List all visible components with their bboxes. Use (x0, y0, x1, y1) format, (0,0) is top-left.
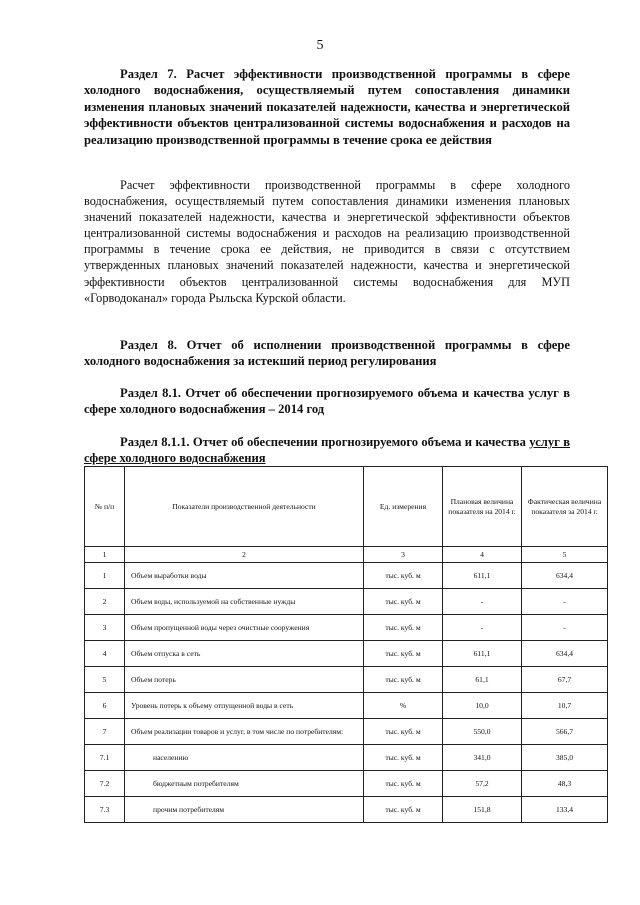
column-number-row (85, 547, 608, 563)
row-unit: тыс. куб. м (364, 745, 443, 771)
table-row (85, 693, 608, 719)
row-unit: тыс. куб. м (364, 719, 443, 745)
row-num: 1 (85, 563, 125, 589)
header-num: № п/п (85, 467, 125, 547)
table-row (85, 667, 608, 693)
row-name: населению (125, 745, 364, 771)
row-fact: - (522, 589, 608, 615)
row-plan: 61,1 (443, 667, 522, 693)
column-number: 4 (443, 547, 522, 563)
row-fact: 48,3 (522, 771, 608, 797)
header-fact: Фактическая величина показателя за 2014 г. (522, 467, 608, 547)
row-num: 7 (85, 719, 125, 745)
table-row (85, 589, 608, 615)
report-table (84, 466, 608, 823)
row-unit: тыс. куб. м (364, 563, 443, 589)
row-unit: тыс. куб. м (364, 615, 443, 641)
section-8-1-1-heading (84, 434, 570, 467)
row-fact: 634,4 (522, 641, 608, 667)
table-row (85, 641, 608, 667)
row-name: прочим потребителям (125, 797, 364, 823)
row-name: Объем реализации товаров и услуг, в том числе по потребителям: (125, 719, 364, 745)
row-unit: тыс. куб. м (364, 667, 443, 693)
column-number: 3 (364, 547, 443, 563)
row-name: Уровень потерь к объему отпущенной воды в сеть (125, 693, 364, 719)
row-fact: 67,7 (522, 667, 608, 693)
row-unit: тыс. куб. м (364, 771, 443, 797)
row-num: 3 (85, 615, 125, 641)
row-num: 6 (85, 693, 125, 719)
row-plan: - (443, 615, 522, 641)
row-plan: 611,1 (443, 641, 522, 667)
section-8-1-heading: Раздел 8.1. Отчет об обеспечении прогнозируемого объема и качества услуг в сфере холодного водоснабжения – 2014 год (84, 386, 570, 417)
row-fact: 10,7 (522, 693, 608, 719)
row-num: 5 (85, 667, 125, 693)
table-row (85, 745, 608, 771)
row-name: Объем выработки воды (125, 563, 364, 589)
table-row (85, 615, 608, 641)
row-num: 7.2 (85, 771, 125, 797)
row-fact: - (522, 615, 608, 641)
row-plan: 611,1 (443, 563, 522, 589)
row-plan: - (443, 589, 522, 615)
row-plan: 10,0 (443, 693, 522, 719)
row-name: Объем отпуска в сеть (125, 641, 364, 667)
section-8-1-1-heading-underlined: услуг в сфере холодного водоснабжения (84, 435, 571, 466)
row-unit: тыс. куб. м (364, 797, 443, 823)
section-7-paragraph: Расчет эффективности производственной программы в сфере холодного водоснабжения, осуществляемый путем сопоставления динамики изменения плановых значений показателей надежности, качества и энергетической эффективности объектов централизованной системы водоснабжения и расходов на реализацию производственной программы в течение срока ее действия, не приводится в связи с отсутствием утвержденных плановых значений показателей надежности, качества и энергетической эффективности объектов централизованной системы водоснабжения для МУП «Горводоканал» города Рыльска Курской области. (84, 178, 570, 305)
page-number: 5 (316, 38, 324, 53)
row-plan: 341,0 (443, 745, 522, 771)
table-row (85, 797, 608, 823)
row-num: 7.3 (85, 797, 125, 823)
row-unit: % (364, 693, 443, 719)
row-unit: тыс. куб. м (364, 589, 443, 615)
row-plan: 151,8 (443, 797, 522, 823)
table-header-row (85, 467, 608, 547)
header-plan: Плановая величина показателя на 2014 г. (443, 467, 522, 547)
row-fact: 566,7 (522, 719, 608, 745)
row-name: Объем воды, используемой на собственные нужды (125, 589, 364, 615)
row-fact: 634,4 (522, 563, 608, 589)
row-num: 7.1 (85, 745, 125, 771)
row-plan: 550,0 (443, 719, 522, 745)
row-num: 2 (85, 589, 125, 615)
row-name: Объем пропущенной воды через очистные сооружения (125, 615, 364, 641)
row-fact: 385,0 (522, 745, 608, 771)
header-indicator: Показатели производственной деятельности (125, 467, 364, 547)
row-name: бюджетным потребителям (125, 771, 364, 797)
table-row (85, 771, 608, 797)
column-number: 1 (85, 547, 125, 563)
section-8-heading: Раздел 8. Отчет об исполнении производственной программы в сфере холодного водоснабжения за истекший период регулирования (84, 338, 570, 369)
row-num: 4 (85, 641, 125, 667)
section-8-1-1-heading-prefix: Раздел 8.1.1. Отчет об обеспечении прогнозируемого объема и качества (120, 435, 526, 449)
section-7-heading: Раздел 7. Расчет эффективности производственной программы в сфере холодного водоснабжения, осуществляемый путем сопоставления динамики изменения плановых значений показателей надежности, качества и энергетической эффективности объектов централизованной системы водоснабжения и расходов на реализацию производственной программы в течение срока ее действия (84, 67, 570, 147)
row-plan: 57,2 (443, 771, 522, 797)
row-fact: 133,4 (522, 797, 608, 823)
header-unit: Ед. измерения (364, 467, 443, 547)
column-number: 5 (522, 547, 608, 563)
row-unit: тыс. куб. м (364, 641, 443, 667)
column-number: 2 (125, 547, 364, 563)
table-row (85, 563, 608, 589)
table-row (85, 719, 608, 745)
row-name: Объем потерь (125, 667, 364, 693)
